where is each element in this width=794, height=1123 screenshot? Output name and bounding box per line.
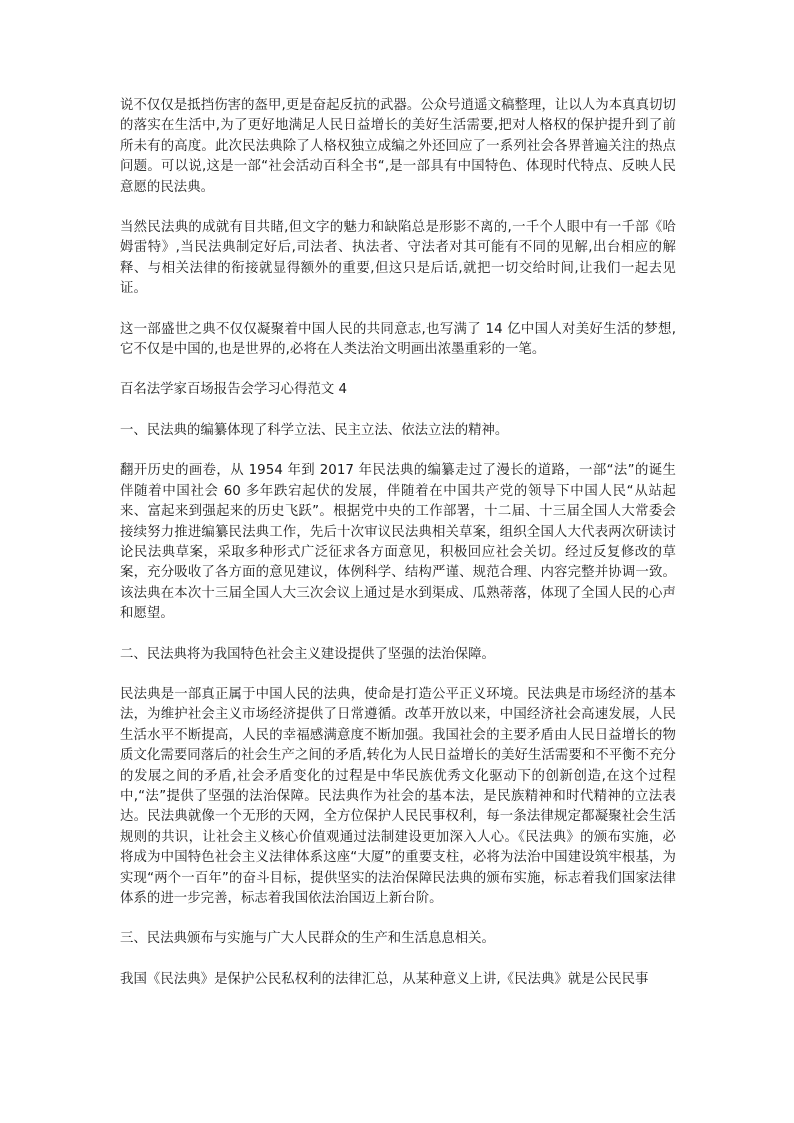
paragraph-guarantee: 民法典是一部真正属于中国人民的法典，使命是打造公平正义环境。民法典是市场经济的基本法，为维护社会主义市场经济提供了日常遵循。改革开放以来，中国经济社会高速发展，人民生活水平不断提高，人民的幸福感满意度不断加强。我国社会的主要矛盾由人民日益增长的物质文化需要同落后的社会生产之间的矛盾,转化为人民日益增长的美好生活需要和不平衡不充分的发展之间的矛盾,社会矛盾变化的过程是中华民族优秀文化驱动下的创新创造,在这个过程中,“法”提供了坚强的法治保障。民法典作为社会的基本法，是民族精神和时代精神的立法表达。民法典就像一个无形的天网，全方位保护人民民事权利，每一条法律规定都凝聚社会生活规则的共识，让社会主义核心价值观通过法制建设更加深入人心。《民法典》的颁布实施，必将成为中国特色社会主义法律体系这座“大厦”的重要支柱，必将为法治中国建设筑牢根基，为实现“两个一百年”的奋斗目标，提供坚实的法治保障民法典的颁布实施，标志着我们国家法律体系的进一步完善，标志着我国依法治国迈上新台阶。 xyxy=(120,686,676,906)
paragraph-interpretation: 当然民法典的成就有目共睹,但文字的魅力和缺陷总是形影不离的,一千个人眼中有一千部《哈姆雷特》,当民法典制定好后,司法者、执法者、守法者对其可能有不同的见解,出台相应的解释、与相关法律的衔接就显得额外的重要,但这只是后话,就把一切交给时间,让我们一起去见证。 xyxy=(120,220,676,297)
paragraph-private-rights: 我国《民法典》是保护公民私权利的法律汇总，从某种意义上讲,《民法典》就是公民民事 xyxy=(120,971,649,987)
paragraph-personality-rights: 说不仅仅是抵挡伤害的盔甲,更是奋起反抗的武器。公众号逍遥文稿整理，让以人为本真真切切的落实在生活中,为了更好地满足人民日益增长的美好生活需要,把对人格权的保护提升到了前所未有的高度。此次民法典除了人格权独立成编之外还回应了一系列社会各界普遍关注的热点问题。可以说,这是一部“社会活动百科全书“,是一部具有中国特色、体现时代特点、反映人民意愿的民法典。 xyxy=(120,98,676,195)
paragraph-civilization: 这一部盛世之典不仅仅凝聚着中国人民的共同意志,也写满了 14 亿中国人对美好生活的梦想,它不仅是中国的,也是世界的,必将在人类法治文明画出浓墨重彩的一笔。 xyxy=(120,321,676,358)
section-title: 百名法学家百场报告会学习心得范文 4 xyxy=(120,382,348,398)
subheading-two: 二、民法典将为我国特色社会主义建设提供了坚强的法治保障。 xyxy=(120,646,495,662)
subheading-three: 三、民法典颁布与实施与广大人民群众的生产和生活息息相关。 xyxy=(120,931,495,947)
document-page xyxy=(120,96,676,1010)
subheading-one: 一、民法典的编纂体现了科学立法、民主立法、依法立法的精神。 xyxy=(120,422,509,438)
paragraph-history: 翻开历史的画卷，从 1954 年到 2017 年民法典的编纂走过了漫长的道路，一部“法”的诞生伴随着中国社会 60 多年跌宕起伏的发展，伴随着在中国共产党的领导下中国人民“从站起来、富起来到强起来的历史飞跃”。根据党中央的工作部署，十二届、十三届全国人大常委会接续努力推进编纂民法典工作，先后十次审议民法典相关草案，组织全国人大代表两次研读讨论民法典草案，采取多种形式广泛征求各方面意见，积极回应社会关切。经过反复修改的草案，充分吸收了各方面的意见建议，体例科学、结构严谨、规范合理、内容完整并协调一致。该法典在本次十三届全国人大三次会议上通过是水到渠成、瓜熟蒂落，体现了全国人民的心声和愿望。 xyxy=(120,463,676,622)
